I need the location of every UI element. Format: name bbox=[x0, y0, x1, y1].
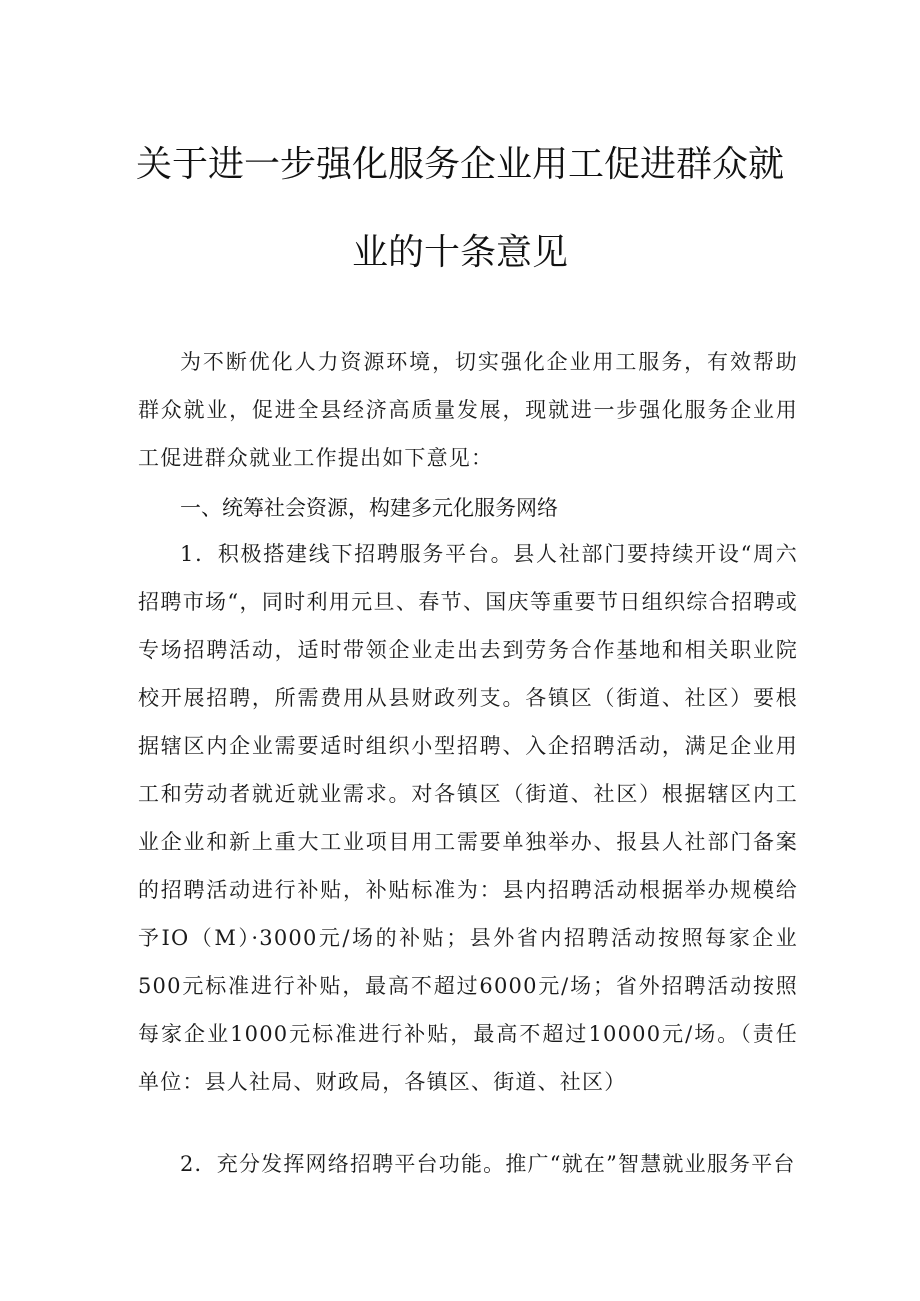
document-title-line-2: 业的十条意见 bbox=[351, 232, 568, 273]
section-1-heading: 一、统筹社会资源，构建多元化服务网络 bbox=[180, 496, 558, 520]
item-2-text: 2．充分发挥网络招聘平台功能。推广“就在”智慧就业服务平台 bbox=[180, 1152, 796, 1176]
intro-paragraph bbox=[138, 338, 798, 482]
intro-text: 为不断优化人力资源环境，切实强化企业用工服务，有效帮助群众就业，促进全县经济高质量发展，现就进一步强化服务企业用工促进群众就业工作提出如下意见： bbox=[138, 350, 798, 470]
item-1-text: 1．积极搭建线下招聘服务平台。县人社部门要持续开设“周六招聘市场“，同时利用元旦、春节、国庆等重要节日组织综合招聘或专场招聘活动，适时带领企业走出去到劳务合作基地和相关职业院校开展招聘，所需费用从县财政列支。各镇区（街道、社区）要根据辖区内企业需要适时组织小型招聘、入企招聘活动，满足企业用工和劳动者就近就业需求。对各镇区（街道、社区）根据辖区内工业企业和新上重大工业项目用工需要单独举办、报县人社部门备案的招聘活动进行补贴，补贴标准为：县内招聘活动根据举办规模给予IO（M）·3000元/场的补贴；县外省内招聘活动按照每家企业500元标准进行补贴，最高不超过6000元/场；省外招聘活动按照每家企业1000元标准进行补贴，最高不超过10000元/场。（责任单位：县人社局、财政局，各镇区、街道、社区） bbox=[138, 542, 798, 1094]
item-1-paragraph bbox=[138, 530, 798, 1106]
item-2-paragraph bbox=[138, 1140, 798, 1188]
document-title-line-1: 关于进一步强化服务企业用工促进群众就 bbox=[135, 144, 784, 185]
